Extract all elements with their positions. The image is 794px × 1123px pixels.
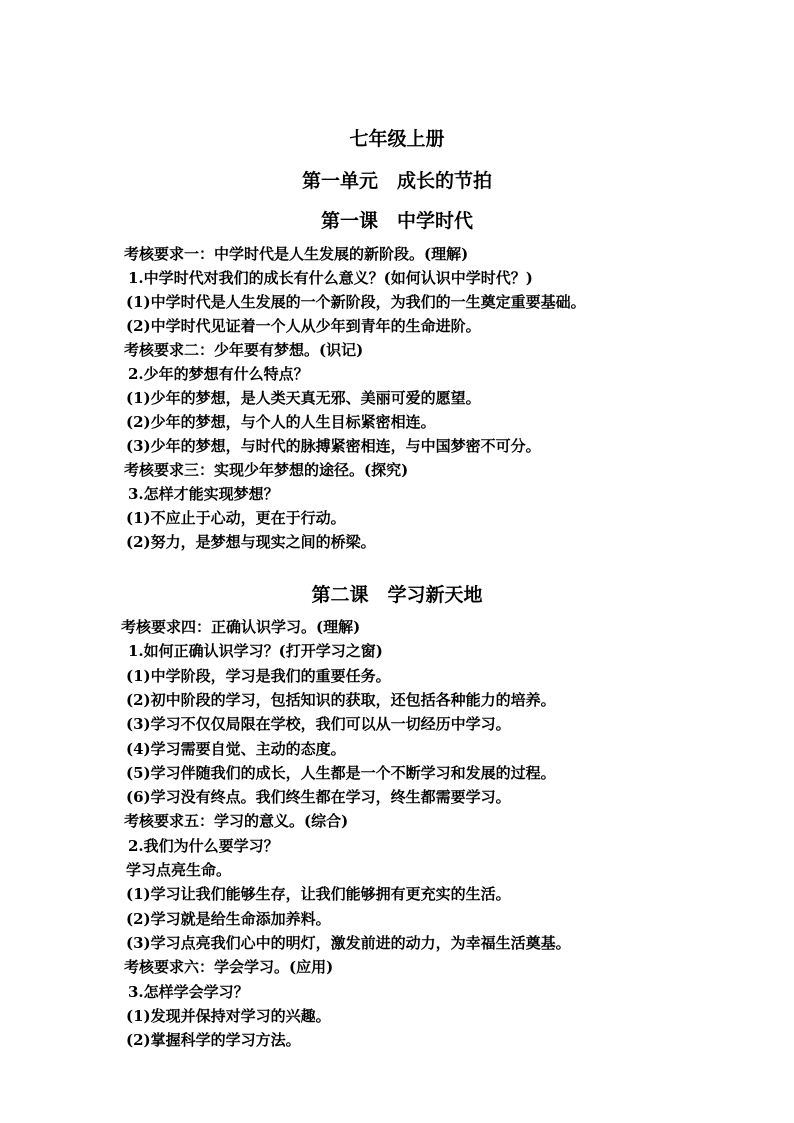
answer-line: (5)学习伴随我们的成长，人生都是一个不断学习和发展的过程。 [126,763,556,782]
lesson1-title: 第一课 中学时代 [320,210,473,232]
question-line: 2.少年的梦想有什么特点？ [128,365,309,383]
requirement-line: 考核要求一：中学时代是人生发展的新阶段。(理解) [124,245,469,263]
answer-line: (3)少年的梦想，与时代的脉搏紧密相连，与中国梦密不可分。 [126,437,541,455]
answer-line: (2)努力，是梦想与现实之间的桥梁。 [126,533,376,551]
answer-line: (1)不应止于心动，更在于行动。 [126,509,346,527]
answer-line: (4)学习需要自觉、主动的态度。 [126,739,346,758]
answer-line: (2)初中阶段的学习，包括知识的获取，还包括各种能力的培养。 [126,690,556,709]
requirement-line: 考核要求五：学习的意义。(综合) [124,812,349,831]
answer-line: (2)少年的梦想，与个人的人生目标紧密相连。 [126,413,436,431]
requirement-line: 考核要求四：正确认识学习。(理解) [121,618,361,636]
lesson2-title: 第二课 学习新天地 [311,584,483,606]
question-line: 3.怎样才能实现梦想？ [128,485,279,503]
answer-line: (2)掌握科学的学习方法。 [126,1031,301,1050]
answer-line: (3)学习不仅仅局限在学校，我们可以从一切经历中学习。 [126,715,511,734]
answer-line: (6)学习没有终点。我们终生都在学习，终生都需要学习。 [126,788,511,807]
question-line: 3.怎样学会学习？ [128,982,249,1001]
question-line: 1.如何正确认识学习？(打开学习之窗) [128,642,383,661]
answer-line: (1)少年的梦想，是人类天真无邪、美丽可爱的愿望。 [126,389,481,407]
question-line: 1.中学时代对我们的成长有什么意义？(如何认识中学时代？) [128,269,533,287]
answer-line: (1)学习让我们能够生存，让我们能够拥有更充实的生活。 [126,885,511,904]
answer-line: (1)发现并保持对学习的兴趣。 [126,1006,331,1025]
requirement-line: 考核要求二：少年要有梦想。(识记) [124,341,364,359]
unit-title: 第一单元 成长的节拍 [301,170,492,192]
requirement-line: 考核要求三：实现少年梦想的途径。(探究) [124,461,409,479]
answer-line: (3)学习点亮我们心中的明灯，激发前进的动力，为幸福生活奠基。 [126,933,571,952]
requirement-line: 考核要求六：学会学习。(应用) [124,958,334,977]
answer-line: (1)中学时代是人生发展的一个新阶段，为我们的一生奠定重要基础。 [126,293,586,311]
answer-line: 学习点亮生命。 [126,861,232,879]
answer-line: (1)中学阶段，学习是我们的重要任务。 [126,666,391,685]
answer-line: (2)中学时代见证着一个人从少年到青年的生命进阶。 [126,317,481,335]
question-line: 2.我们为什么要学习？ [128,836,279,855]
book-title: 七年级上册 [349,128,445,150]
answer-line: (2)学习就是给生命添加养料。 [126,909,331,928]
